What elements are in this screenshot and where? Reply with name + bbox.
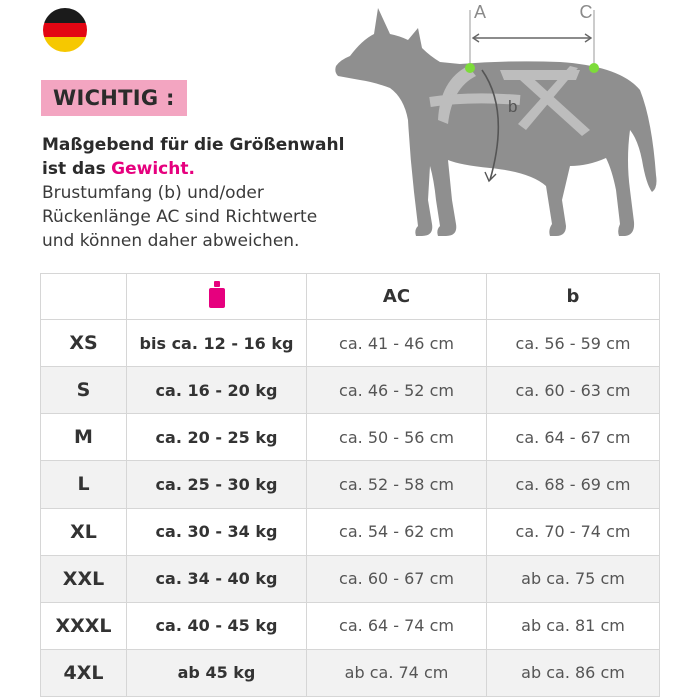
weight-icon <box>208 281 226 309</box>
cell-size: L <box>41 461 127 508</box>
cell-ac: ca. 60 - 67 cm <box>307 555 487 602</box>
table-row <box>41 320 660 367</box>
cell-size: 4XL <box>41 649 127 696</box>
cell-ac: ca. 64 - 74 cm <box>307 602 487 649</box>
notice-line-3: Brustumfang (b) und/oder <box>42 183 264 203</box>
cell-ac: ab ca. 74 cm <box>307 649 487 696</box>
header-weight <box>127 274 307 320</box>
notice-line-5: und können daher abweichen. <box>42 231 300 251</box>
table-row <box>41 461 660 508</box>
dog-harness-diagram <box>330 0 670 250</box>
point-c <box>589 63 599 73</box>
cell-size: XS <box>41 320 127 367</box>
header-size <box>41 274 127 320</box>
point-a <box>465 63 475 73</box>
cell-b: ca. 56 - 59 cm <box>487 320 660 367</box>
weight-highlight: Gewicht. <box>111 159 195 179</box>
table-row <box>41 414 660 461</box>
notice-line-4: Rückenlänge AC sind Richtwerte <box>42 207 318 227</box>
cell-ac: ca. 41 - 46 cm <box>307 320 487 367</box>
table-body <box>41 320 660 697</box>
table-header-row <box>41 274 660 320</box>
cell-weight: ca. 16 - 20 kg <box>127 367 307 414</box>
cell-ac: ca. 46 - 52 cm <box>307 367 487 414</box>
cell-size: XXXL <box>41 602 127 649</box>
header-b: b <box>487 274 660 320</box>
cell-b: ab ca. 81 cm <box>487 602 660 649</box>
cell-weight: ca. 34 - 40 kg <box>127 555 307 602</box>
important-badge: WICHTIG : <box>41 80 187 116</box>
cell-b: ca. 60 - 63 cm <box>487 367 660 414</box>
notice-line-1: Maßgebend für die Größenwahl <box>42 135 345 155</box>
cell-size: M <box>41 414 127 461</box>
cell-b: ca. 68 - 69 cm <box>487 461 660 508</box>
label-c: C <box>579 2 593 22</box>
notice-line-2: ist das Gewicht. <box>42 159 195 179</box>
table-row <box>41 508 660 555</box>
german-flag-icon <box>43 8 87 52</box>
table-row <box>41 649 660 696</box>
cell-b: ab ca. 75 cm <box>487 555 660 602</box>
cell-ac: ca. 50 - 56 cm <box>307 414 487 461</box>
size-notice-text <box>42 133 352 253</box>
cell-weight: ca. 20 - 25 kg <box>127 414 307 461</box>
cell-ac: ca. 54 - 62 cm <box>307 508 487 555</box>
cell-ac: ca. 52 - 58 cm <box>307 461 487 508</box>
size-table <box>40 273 660 697</box>
dog-silhouette <box>335 8 656 236</box>
cell-weight: ca. 40 - 45 kg <box>127 602 307 649</box>
table-row <box>41 555 660 602</box>
cell-b: ca. 64 - 67 cm <box>487 414 660 461</box>
table-row <box>41 602 660 649</box>
cell-b: ca. 70 - 74 cm <box>487 508 660 555</box>
label-a: A <box>473 2 487 22</box>
cell-size: XL <box>41 508 127 555</box>
cell-b: ab ca. 86 cm <box>487 649 660 696</box>
cell-weight: ca. 30 - 34 kg <box>127 508 307 555</box>
cell-weight: ab 45 kg <box>127 649 307 696</box>
label-b: b <box>508 97 518 116</box>
table-row <box>41 367 660 414</box>
cell-size: S <box>41 367 127 414</box>
cell-size: XXL <box>41 555 127 602</box>
header-ac: AC <box>307 274 487 320</box>
cell-weight: bis ca. 12 - 16 kg <box>127 320 307 367</box>
cell-weight: ca. 25 - 30 kg <box>127 461 307 508</box>
